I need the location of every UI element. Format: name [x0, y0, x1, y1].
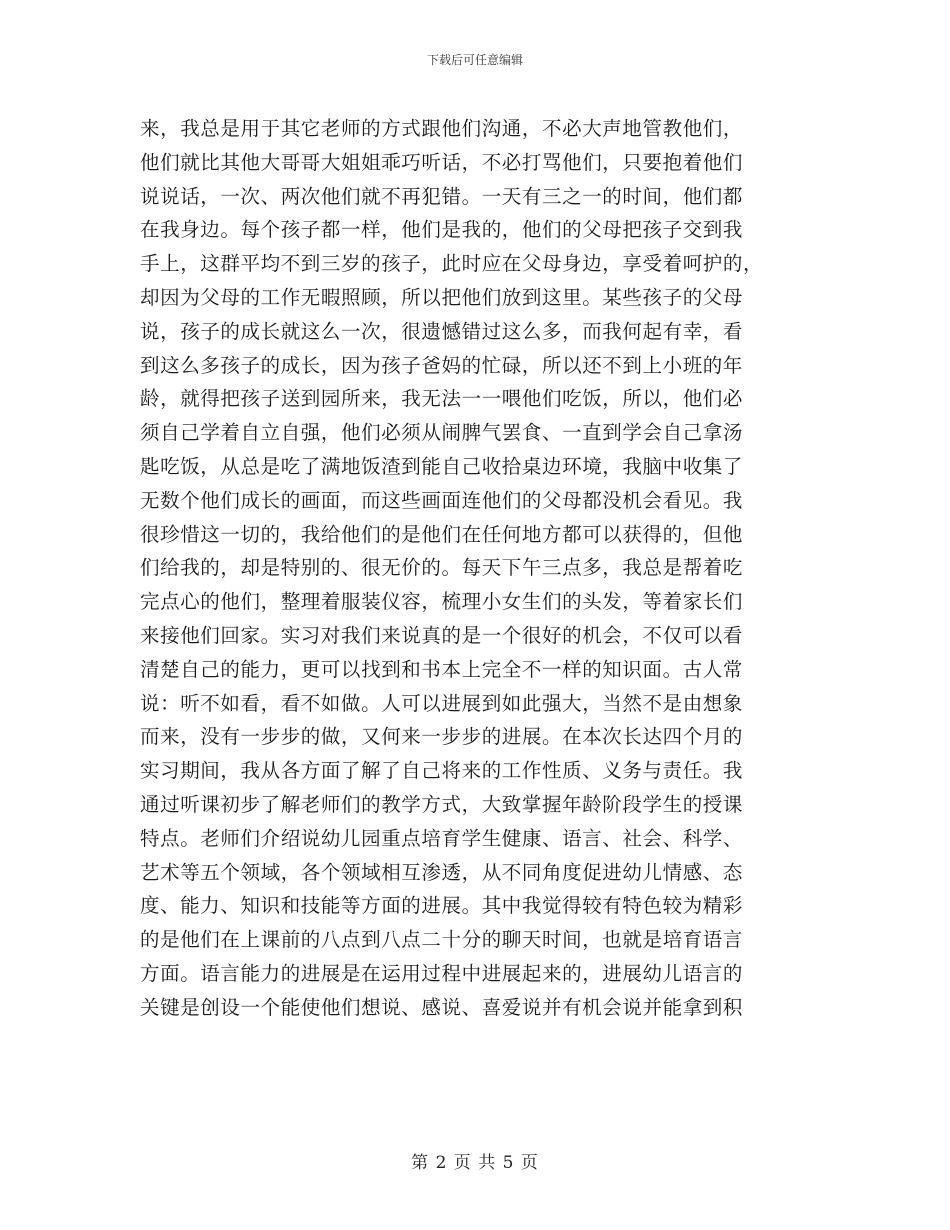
text-line: 来接他们回家。实习对我们来说真的是一个很好的机会，不仅可以看	[140, 623, 744, 647]
text-line: 关键是创设一个能使他们想说、感说、喜爱说并有机会说并能拿到积	[140, 995, 744, 1019]
text-line: 手上，这群平均不到三岁的孩子，此时应在父母身边，享受着呵护的，	[140, 252, 764, 276]
text-line: 艺术等五个领域，各个领域相互渗透，从不同角度促进幼儿情感、态	[140, 860, 744, 884]
text-line: 却因为父母的工作无暇照顾，所以把他们放到这里。某些孩子的父母	[140, 285, 744, 309]
text-line: 很珍惜这一切的，我给他们的是他们在任何地方都可以获得的，但他	[140, 522, 744, 546]
body-text	[140, 112, 820, 1025]
text-line: 们给我的，却是特别的、很无价的。每天下午三点多，我总是帮着吃	[140, 556, 744, 580]
text-line: 来，我总是用于其它老师的方式跟他们沟通，不必大声地管教他们，	[140, 117, 744, 140]
text-line: 到这么多孩子的成长，因为孩子爸妈的忙碌，所以还不到上小班的年	[140, 353, 744, 377]
text-line: 说说话，一次、两次他们就不再犯错。一天有三之一的时间，他们都	[140, 184, 744, 208]
text-line: 度、能力、知识和技能等方面的进展。其中我觉得较有特色较为精彩	[140, 894, 744, 918]
text-line: 龄，就得把孩子送到园所来，我无法一一喂他们吃饭，所以，他们必	[140, 387, 744, 411]
page-number: 第 2 页 共 5 页	[411, 1153, 539, 1173]
text-line: 的是他们在上课前的八点到八点二十分的聊天时间，也就是培育语言	[140, 928, 744, 952]
text-line: 无数个他们成长的画面，而这些画面连他们的父母都没机会看见。我	[140, 488, 744, 512]
text-line: 清楚自己的能力，更可以找到和书本上完全不一样的知识面。古人常	[140, 657, 744, 681]
text-line: 他们就比其他大哥哥大姐姐乖巧听话，不必打骂他们，只要抱着他们	[140, 150, 744, 174]
text-line: 而来，没有一步步的做，又何来一步步的进展。在本次长达四个月的	[140, 725, 744, 749]
text-line: 说，孩子的成长就这么一次，很遗憾错过这么多，而我何起有幸，看	[140, 319, 744, 343]
text-line: 须自己学着自立自强，他们必须从闹脾气罢食、一直到学会自己拿汤	[140, 421, 744, 445]
text-line: 在我身边。每个孩子都一样，他们是我的，他们的父母把孩子交到我	[140, 218, 744, 242]
text-line: 方面。语言能力的进展是在运用过程中进展起来的，进展幼儿语言的	[140, 961, 744, 985]
text-line: 通过听课初步了解老师们的教学方式，大致掌握年龄阶段学生的授课	[140, 792, 744, 816]
text-line: 完点心的他们，整理着服装仪容，梳理小女生们的头发，等着家长们	[140, 590, 744, 614]
text-line: 说：听不如看，看不如做。人可以进展到如此强大，当然不是由想象	[140, 691, 744, 715]
text-line: 特点。老师们介绍说幼儿园重点培育学生健康、语言、社会、科学、	[140, 826, 744, 850]
page-header: 下载后可任意编辑	[426, 53, 523, 67]
text-line: 实习期间，我从各方面了解了自己将来的工作性质、义务与责任。我	[140, 759, 744, 783]
text-line: 匙吃饭，从总是吃了满地饭渣到能自己收拾桌边环境，我脑中收集了	[140, 454, 744, 478]
